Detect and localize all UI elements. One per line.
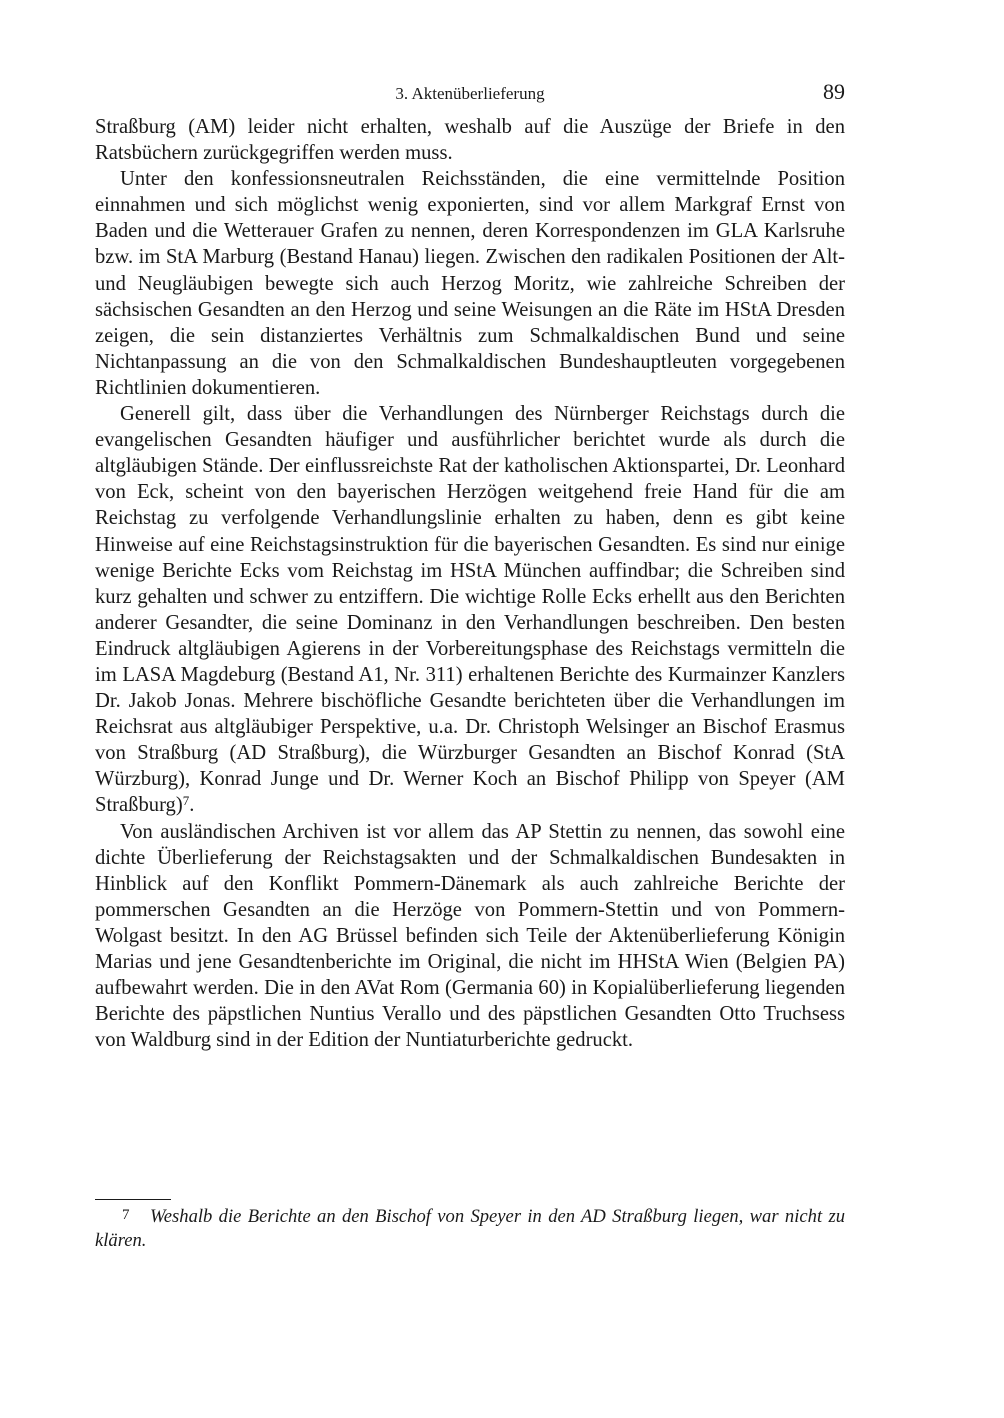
footnotes (95, 1199, 845, 1253)
footnote-number: 7 (122, 1207, 130, 1223)
paragraph: Unter den konfessionsneutralen Reichsständen, die eine vermittelnde Position einnahmen und sich möglichst wenig exponierten, sind vor allem Markgraf Ernst von Baden und die Wetterauer Grafen zu nennen, deren Korrespondenzen im GLA Karlsruhe bzw. im StA Marburg (Bestand Hanau) liegen. Zwischen den radikalen Positionen der Alt- und Neugläubigen bewegte sich auch Herzog Moritz, wie zahlreiche Schreiben der sächsischen Gesandten an den Herzog und seine Weisungen an die Räte im HStA Dresden zeigen, die sein distanziertes Verhältnis zum Schmalkaldischen Bund und seine Nichtanpassung an die von den Schmalkaldischen Bundeshauptleuten vorgegebenen Richtlinien dokumentieren. (95, 168, 845, 399)
page (95, 78, 845, 1053)
section-title: 3. Aktenüberlieferung (395, 84, 545, 103)
body-text (95, 114, 845, 1053)
paragraph: Von ausländischen Archiven ist vor allem das AP Stettin zu nennen, das sowohl eine dichte Überlieferung der Reichstagsakten und der Schmalkaldischen Bundesakten in Hinblick auf den Konflikt Pommern-Dänemark als auch zahlreiche Berichte der pommerschen Gesandten an die Herzöge von Pommern-Stettin und von Pommern-Wolgast besitzt. In den AG Brüssel befinden sich Teile der Aktenüberlieferung Königin Marias und jene Gesandtenberichte im Original, die nicht im HHStA Wien (Belgien PA) aufbewahrt werden. Die in den AVat Rom (Germania 60) in Kopialüberlieferung liegenden Berichte des päpstlichen Nuntius Verallo und des päpstlichen Gesandten Otto Truchsess von Waldburg sind in der Edition der Nuntiaturberichte gedruckt. (95, 820, 845, 1052)
paragraph: Straßburg (AM) leider nicht erhalten, weshalb auf die Auszüge der Briefe in den Ratsbüchern zurückgegriffen werden muss. (95, 116, 845, 165)
paragraph-trailing-punctuation: . (189, 794, 195, 817)
footnote (95, 1203, 845, 1253)
footnote-text: Weshalb die Berichte an den Bischof von Speyer in den AD Straßburg liegen, war nicht zu klären. (95, 1206, 845, 1251)
footnote-reference[interactable]: 7 (182, 793, 190, 809)
paragraph (95, 401, 845, 819)
paragraph-text: Generell gilt, dass über die Verhandlungen des Nürnberger Reichstags durch die evangelischen Gesandten häufiger und ausführlicher berichtet wurde als durch die altgläubigen Stände. Der einflussreichste Rat der katholischen Aktionspartei, Dr. Leonhard von Eck, scheint von den bayerischen Herzögen weitgehend freie Hand für die am Reichstag zu verfolgende Verhandlungslinie erhalten zu haben, denn es gibt keine Hinweise auf eine Reichstagsinstruktion für die bayerischen Gesandten. Es sind nur einige wenige Berichte Ecks vom Reichstag im HStA München auffindbar; die Schreiben sind kurz gehalten und schwer zu entziffern. Die wichtige Rolle Ecks erhellt aus den Berichten anderer Gesandter, die seine Dominanz in den Verhandlungen beschreiben. Den besten Eindruck altgläubigen Agierens in der Vorbereitungsphase des Reichstags vermitteln die im LASA Magdeburg (Bestand A1, Nr. 311) erhaltenen Berichte des Kurmainzer Kanzlers Dr. Jakob Jonas. Mehrere bischöfliche Gesandte berichteten über die Verhandlungen im Reichsrat aus altgläubiger Perspektive, u.a. Dr. Christoph Welsinger an Bischof Erasmus von Straßburg (AD Straßburg), die Würzburger Gesandten an Bischof Konrad (StA Würzburg), Konrad Junge und Dr. Werner Koch an Bischof Philipp von Speyer (AM Straßburg) (95, 403, 845, 817)
footnote-rule (95, 1199, 171, 1200)
page-number: 89 (823, 79, 845, 104)
running-head (95, 78, 845, 114)
